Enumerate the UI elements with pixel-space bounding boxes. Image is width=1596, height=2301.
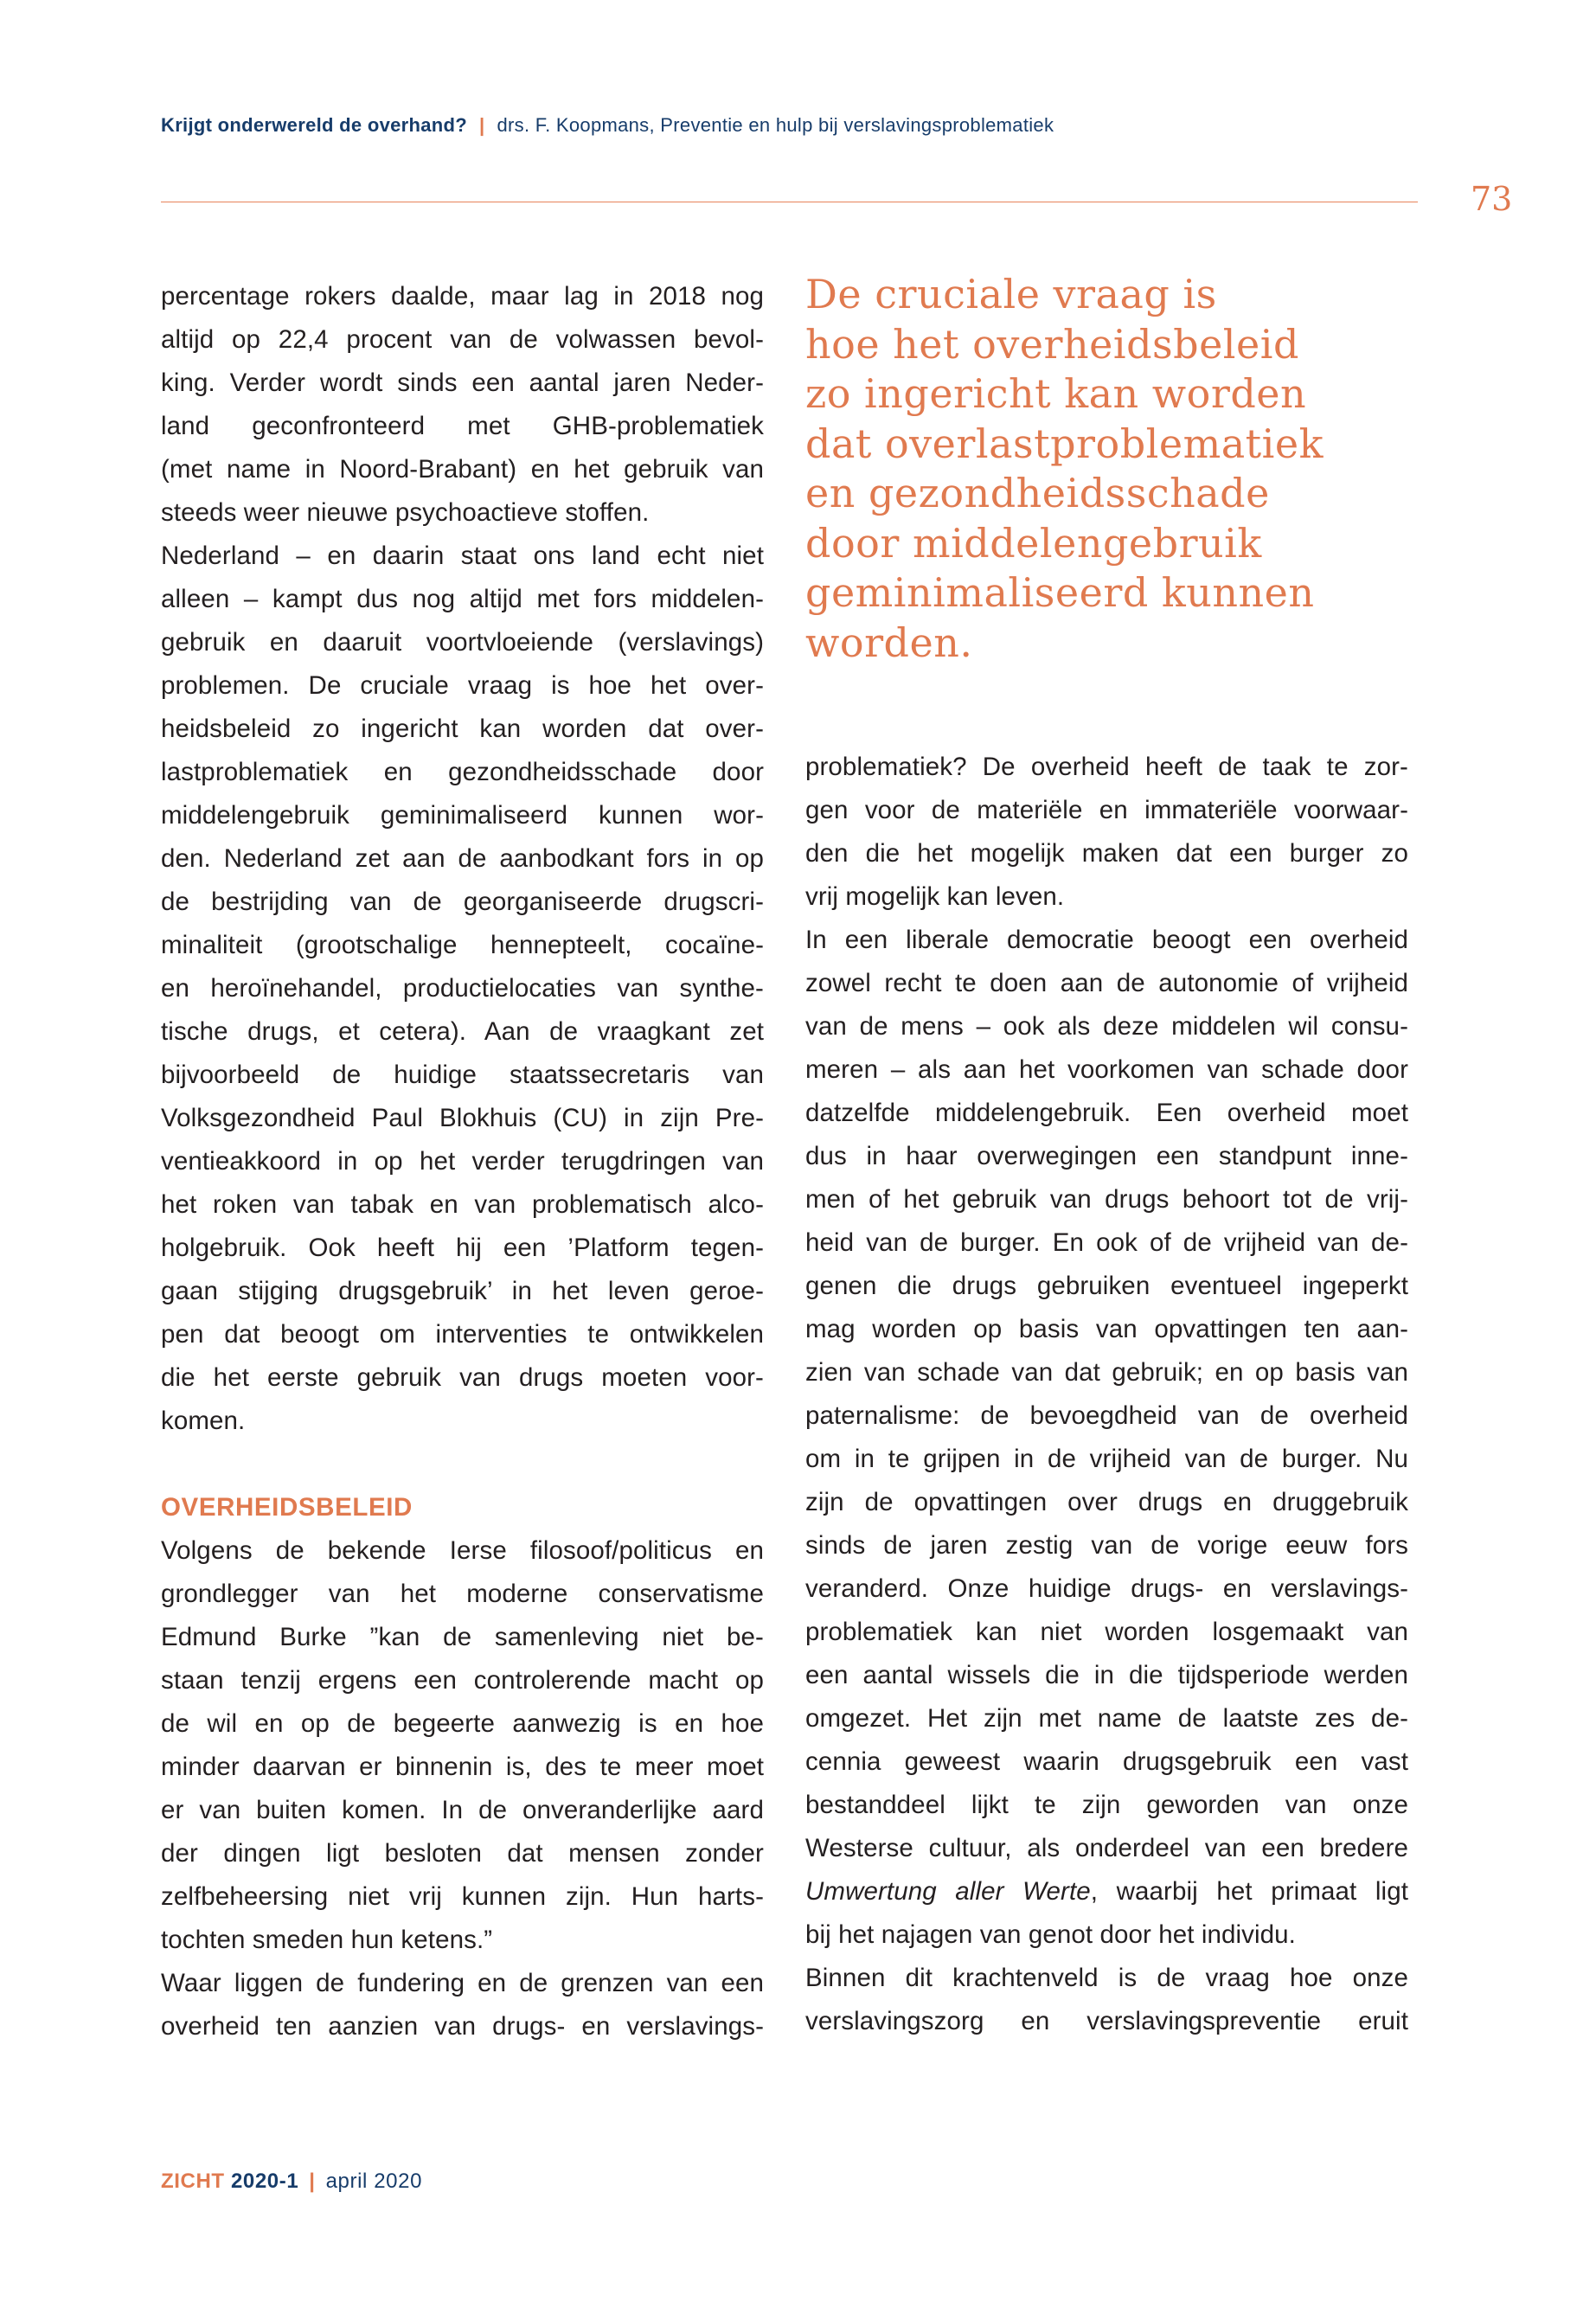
text-line: genen die drugs gebruiken eventueel ingeperkt bbox=[805, 1272, 1408, 1300]
text-line: problemen. De cruciale vraag is hoe het over- bbox=[161, 671, 764, 700]
text-line: alleen – kampt dus nog altijd met fors middelen- bbox=[161, 585, 764, 613]
paragraph bbox=[805, 746, 1408, 919]
pull-quote-line: geminimaliseerd kunnen bbox=[805, 569, 1315, 616]
text-line: In een liberale democratie beoogt een overheid bbox=[805, 926, 1408, 954]
footer bbox=[161, 2170, 422, 2194]
text-line: staan tenzij ergens een controlerende macht op bbox=[161, 1666, 764, 1695]
text-line: minder daarvan er binnenin is, des te meer moet bbox=[161, 1753, 764, 1781]
paragraph bbox=[161, 275, 764, 535]
pull-quote-line: zo ingericht kan worden bbox=[805, 370, 1307, 417]
text-line: (met name in Noord-Brabant) en het gebruik van bbox=[161, 455, 764, 484]
text-line: Westerse cultuur, als onderdeel van een bredere bbox=[805, 1834, 1408, 1862]
article-author-subtitle: drs. F. Koopmans, Preventie en hulp bij verslavingsproblematiek bbox=[497, 114, 1054, 136]
text-line: cennia geweest waarin drugsgebruik een vast bbox=[805, 1747, 1408, 1776]
left-column bbox=[161, 275, 764, 2048]
text-line: altijd op 22,4 procent van de volwassen bevol- bbox=[161, 325, 764, 354]
issue-date: april 2020 bbox=[325, 2170, 423, 2193]
text-line: king. Verder wordt sinds een aantal jaren Neder- bbox=[161, 369, 764, 397]
paragraph bbox=[161, 1529, 764, 1962]
text-line: Binnen dit krachtenveld is de vraag hoe onze bbox=[805, 1964, 1408, 1992]
paragraph bbox=[161, 535, 764, 1443]
pull-quote-line: en gezondheidsschade bbox=[805, 470, 1270, 516]
text-line: dus in haar overwegingen een standpunt inne- bbox=[805, 1142, 1408, 1170]
pull-quote bbox=[805, 270, 1428, 668]
text-line: verslavingszorg en verslavingspreventie eruit bbox=[805, 2007, 1408, 2035]
text-line: meren – als aan het voorkomen van schade door bbox=[805, 1055, 1408, 1084]
text-line: bestanddeel lijkt te zijn geworden van onze bbox=[805, 1791, 1408, 1819]
paragraph-gap bbox=[161, 1443, 764, 1486]
text-line: de bestrijding van de georganiseerde drugscri- bbox=[161, 888, 764, 916]
pull-quote-line: door middelengebruik bbox=[805, 519, 1262, 567]
text-line: die het eerste gebruik van drugs moeten voor- bbox=[161, 1363, 764, 1392]
text-line: komen. bbox=[161, 1407, 246, 1435]
text-line: om in te grijpen in de vrijheid van de burger. Nu bbox=[805, 1445, 1408, 1473]
text-line: van de mens – ook als deze middelen wil consu- bbox=[805, 1012, 1408, 1041]
text-line: heid van de burger. En ook of de vrijheid van de- bbox=[805, 1228, 1408, 1257]
text-line: holgebruik. Ook heeft hij een ’Platform tegen- bbox=[161, 1234, 764, 1262]
text-line: en heroïnehandel, productielocaties van synthe- bbox=[161, 974, 764, 1003]
issue-number: 2020-1 bbox=[230, 2170, 299, 2193]
text-line: lastproblematiek en gezondheidsschade door bbox=[161, 758, 764, 786]
pull-quote-line: dat overlastproblematiek bbox=[805, 420, 1324, 467]
text-line: sinds de jaren zestig van de vorige eeuw fors bbox=[805, 1531, 1408, 1560]
text-line: den. Nederland zet aan de aanbodkant fors in op bbox=[161, 844, 764, 873]
text-line: paternalisme: de bevoegdheid van de overheid bbox=[805, 1401, 1408, 1430]
text-line: Volgens de bekende Ierse filosoof/politicus en bbox=[161, 1536, 764, 1565]
text-fragment: , waarbij het primaat ligt bbox=[1090, 1877, 1408, 1906]
section-heading: OVERHEIDSBELEID bbox=[161, 1493, 413, 1522]
text-line: minaliteit (grootschalige hennepteelt, cocaïne- bbox=[161, 931, 764, 959]
text-line: men of het gebruik van drugs behoort tot de vrij- bbox=[805, 1185, 1408, 1214]
running-header bbox=[161, 114, 1424, 137]
text-line: Volksgezondheid Paul Blokhuis (CU) in zijn Pre- bbox=[161, 1104, 764, 1132]
text-line: gebruik en daaruit voortvloeiende (verslavings) bbox=[161, 628, 764, 657]
text-line: er van buiten komen. In de onveranderlijke aard bbox=[161, 1796, 764, 1824]
text-line: gaan stijging drugsgebruik’ in het leven geroe- bbox=[161, 1277, 764, 1305]
text-line: pen dat beoogt om interventies te ontwikkelen bbox=[161, 1320, 764, 1349]
text-line: bijvoorbeeld de huidige staatssecretaris van bbox=[161, 1061, 764, 1089]
text-line: zien van schade van dat gebruik; en op basis van bbox=[805, 1358, 1408, 1387]
magazine-name: ZICHT bbox=[161, 2170, 225, 2193]
article-title: Krijgt onderwereld de overhand? bbox=[161, 114, 468, 136]
italic-phrase: Umwertung aller Werte bbox=[805, 1877, 1091, 1906]
pull-quote-line: De cruciale vraag is bbox=[805, 271, 1217, 317]
text-line: heidsbeleid zo ingericht kan worden dat over- bbox=[161, 715, 764, 743]
pull-quote-line: worden. bbox=[805, 619, 973, 666]
page-number: 73 bbox=[1471, 180, 1513, 218]
text-line: datzelfde middelengebruik. Een overheid moet bbox=[805, 1099, 1408, 1127]
right-column bbox=[805, 746, 1408, 2043]
text-line: tische drugs, et cetera). Aan de vraagkant zet bbox=[161, 1017, 764, 1046]
paragraph bbox=[161, 1962, 764, 2048]
header-separator: | bbox=[479, 114, 485, 136]
text-line: vrij mogelijk kan leven. bbox=[805, 882, 1065, 911]
text-line: den die het mogelijk maken dat een burger zo bbox=[805, 839, 1408, 868]
text-line: veranderd. Onze huidige drugs- en verslavings- bbox=[805, 1574, 1408, 1603]
text-line: tochten smeden hun ketens.” bbox=[161, 1926, 493, 1954]
text-line: problematiek kan niet worden losgemaakt van bbox=[805, 1618, 1408, 1646]
text-line: land geconfronteerd met GHB-problematiek bbox=[161, 412, 764, 440]
text-line: overheid ten aanzien van drugs- en verslavings- bbox=[161, 2012, 764, 2041]
text-line: het roken van tabak en van problematisch alco- bbox=[161, 1190, 764, 1219]
text-line bbox=[805, 1870, 1408, 1913]
pull-quote-line: hoe het overheidsbeleid bbox=[805, 320, 1299, 368]
text-line: mag worden op basis van opvattingen ten aan- bbox=[805, 1315, 1408, 1343]
text-line: zowel recht te doen aan de autonomie of vrijheid bbox=[805, 969, 1408, 997]
text-line: steeds weer nieuwe psychoactieve stoffen. bbox=[161, 498, 650, 527]
text-line: middelengebruik geminimaliseerd kunnen wor- bbox=[161, 801, 764, 830]
text-line: zelfbeheersing niet vrij kunnen zijn. Hun harts- bbox=[161, 1882, 764, 1911]
text-line: problematiek? De overheid heeft de taak te zor- bbox=[805, 753, 1408, 781]
text-line: een aantal wissels die in die tijdsperiode werden bbox=[805, 1661, 1408, 1689]
footer-separator: | bbox=[309, 2170, 316, 2193]
paragraph bbox=[805, 919, 1408, 1957]
text-line: Waar liggen de fundering en de grenzen van een bbox=[161, 1969, 764, 1997]
text-line: omgezet. Het zijn met name de laatste zes de- bbox=[805, 1704, 1408, 1733]
paragraph bbox=[805, 1957, 1408, 2043]
text-line: grondlegger van het moderne conservatisme bbox=[161, 1580, 764, 1608]
text-line: percentage rokers daalde, maar lag in 2018 nog bbox=[161, 282, 764, 311]
text-line: bij het najagen van genot door het individu. bbox=[805, 1920, 1296, 1949]
text-line: Nederland – en daarin staat ons land echt niet bbox=[161, 542, 764, 570]
text-line: Edmund Burke ”kan de samenleving niet be- bbox=[161, 1623, 764, 1651]
text-line: gen voor de materiële en immateriële voorwaar- bbox=[805, 796, 1408, 824]
text-line: ventieakkoord in op het verder terugdringen van bbox=[161, 1147, 764, 1176]
text-line: zijn de opvattingen over drugs en druggebruik bbox=[805, 1488, 1408, 1516]
text-line: de wil en op de begeerte aanwezig is en hoe bbox=[161, 1709, 764, 1738]
text-line: der dingen ligt besloten dat mensen zonder bbox=[161, 1839, 764, 1868]
